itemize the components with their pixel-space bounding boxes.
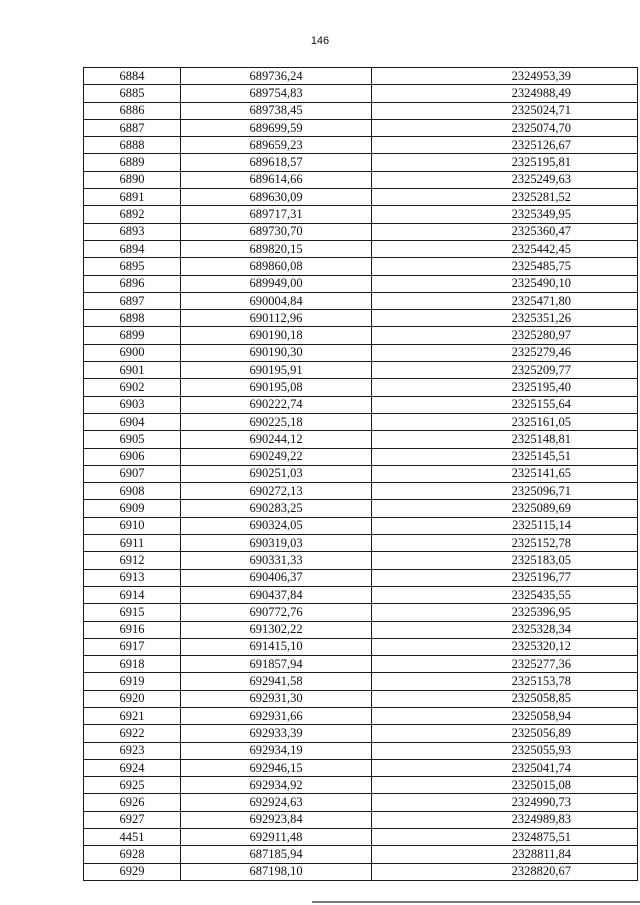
- y-coordinate-cell: 2325471,80: [372, 292, 638, 309]
- table-row: [84, 742, 638, 759]
- y-coordinate-cell: 2325058,94: [372, 707, 638, 724]
- y-coordinate-cell: 2325328,34: [372, 621, 638, 638]
- y-coordinate-cell: 2325058,85: [372, 690, 638, 707]
- point-number-cell: 6905: [84, 431, 181, 448]
- point-number-cell: 6915: [84, 604, 181, 621]
- y-coordinate-cell: 2325096,71: [372, 483, 638, 500]
- table-row: [84, 552, 638, 569]
- x-coordinate-cell: 689949,00: [181, 275, 372, 292]
- x-coordinate-cell: 690195,08: [181, 379, 372, 396]
- table-row: [84, 811, 638, 828]
- y-coordinate-cell: 2325360,47: [372, 223, 638, 240]
- y-coordinate-cell: 2325126,67: [372, 137, 638, 154]
- point-number-cell: 6888: [84, 137, 181, 154]
- x-coordinate-cell: 691302,22: [181, 621, 372, 638]
- coordinates-table: [83, 67, 638, 881]
- table-row: [84, 102, 638, 119]
- point-number-cell: 6921: [84, 707, 181, 724]
- y-coordinate-cell: 2325089,69: [372, 500, 638, 517]
- table-row: [84, 863, 638, 880]
- x-coordinate-cell: 690319,03: [181, 535, 372, 552]
- table-row: [84, 189, 638, 206]
- x-coordinate-cell: 692934,19: [181, 742, 372, 759]
- point-number-cell: 6919: [84, 673, 181, 690]
- y-coordinate-cell: 2324990,73: [372, 794, 638, 811]
- y-coordinate-cell: 2325148,81: [372, 431, 638, 448]
- point-number-cell: 6908: [84, 483, 181, 500]
- point-number-cell: 6909: [84, 500, 181, 517]
- x-coordinate-cell: 690251,03: [181, 465, 372, 482]
- x-coordinate-cell: 690324,05: [181, 517, 372, 534]
- table-row: [84, 413, 638, 430]
- point-number-cell: 6906: [84, 448, 181, 465]
- y-coordinate-cell: 2325195,40: [372, 379, 638, 396]
- point-number-cell: 6896: [84, 275, 181, 292]
- x-coordinate-cell: 690222,74: [181, 396, 372, 413]
- table-row: [84, 85, 638, 102]
- table-row: [84, 794, 638, 811]
- x-coordinate-cell: 690406,37: [181, 569, 372, 586]
- x-coordinate-cell: 692923,84: [181, 811, 372, 828]
- table-row: [84, 777, 638, 794]
- point-number-cell: 6900: [84, 344, 181, 361]
- table-row: [84, 206, 638, 223]
- x-coordinate-cell: 691857,94: [181, 656, 372, 673]
- x-coordinate-cell: 689699,59: [181, 119, 372, 136]
- x-coordinate-cell: 689860,08: [181, 258, 372, 275]
- point-number-cell: 6891: [84, 189, 181, 206]
- point-number-cell: 6897: [84, 292, 181, 309]
- point-number-cell: 6887: [84, 119, 181, 136]
- point-number-cell: 6917: [84, 638, 181, 655]
- point-number-cell: 6926: [84, 794, 181, 811]
- y-coordinate-cell: 2325209,77: [372, 362, 638, 379]
- point-number-cell: 6911: [84, 535, 181, 552]
- y-coordinate-cell: 2328820,67: [372, 863, 638, 880]
- page-number: 146: [310, 35, 330, 47]
- table-row: [84, 483, 638, 500]
- point-number-cell: 6895: [84, 258, 181, 275]
- point-number-cell: 6889: [84, 154, 181, 171]
- table-row: [84, 119, 638, 136]
- x-coordinate-cell: 690331,33: [181, 552, 372, 569]
- table-row: [84, 621, 638, 638]
- y-coordinate-cell: 2325152,78: [372, 535, 638, 552]
- y-coordinate-cell: 2325155,64: [372, 396, 638, 413]
- x-coordinate-cell: 690244,12: [181, 431, 372, 448]
- table-row: [84, 223, 638, 240]
- table-row: [84, 535, 638, 552]
- point-number-cell: 6902: [84, 379, 181, 396]
- table-row: [84, 68, 638, 85]
- table-row: [84, 379, 638, 396]
- table-row: [84, 396, 638, 413]
- y-coordinate-cell: 2325281,52: [372, 189, 638, 206]
- x-coordinate-cell: 690249,22: [181, 448, 372, 465]
- y-coordinate-cell: 2325277,36: [372, 656, 638, 673]
- point-number-cell: 6886: [84, 102, 181, 119]
- scan-edge-line: [312, 901, 640, 903]
- x-coordinate-cell: 690190,30: [181, 344, 372, 361]
- table-row: [84, 465, 638, 482]
- point-number-cell: 6904: [84, 413, 181, 430]
- y-coordinate-cell: 2328811,84: [372, 846, 638, 863]
- x-coordinate-cell: 690225,18: [181, 413, 372, 430]
- y-coordinate-cell: 2324875,51: [372, 829, 638, 846]
- y-coordinate-cell: 2325115,14: [372, 517, 638, 534]
- y-coordinate-cell: 2325153,78: [372, 673, 638, 690]
- point-number-cell: 6927: [84, 811, 181, 828]
- x-coordinate-cell: 692931,30: [181, 690, 372, 707]
- point-number-cell: 6884: [84, 68, 181, 85]
- x-coordinate-cell: 690437,84: [181, 586, 372, 603]
- x-coordinate-cell: 690272,13: [181, 483, 372, 500]
- y-coordinate-cell: 2325015,08: [372, 777, 638, 794]
- x-coordinate-cell: 689659,23: [181, 137, 372, 154]
- x-coordinate-cell: 690195,91: [181, 362, 372, 379]
- point-number-cell: 6913: [84, 569, 181, 586]
- x-coordinate-cell: 690004,84: [181, 292, 372, 309]
- y-coordinate-cell: 2325024,71: [372, 102, 638, 119]
- table-row: [84, 327, 638, 344]
- y-coordinate-cell: 2325396,95: [372, 604, 638, 621]
- point-number-cell: 6912: [84, 552, 181, 569]
- table-row: [84, 725, 638, 742]
- table-row: [84, 759, 638, 776]
- x-coordinate-cell: 689754,83: [181, 85, 372, 102]
- table-row: [84, 604, 638, 621]
- point-number-cell: 6910: [84, 517, 181, 534]
- x-coordinate-cell: 692941,58: [181, 673, 372, 690]
- point-number-cell: 6892: [84, 206, 181, 223]
- table-row: [84, 517, 638, 534]
- y-coordinate-cell: 2325145,51: [372, 448, 638, 465]
- table-row: [84, 707, 638, 724]
- y-coordinate-cell: 2325490,10: [372, 275, 638, 292]
- y-coordinate-cell: 2325280,97: [372, 327, 638, 344]
- x-coordinate-cell: 690112,96: [181, 310, 372, 327]
- x-coordinate-cell: 692934,92: [181, 777, 372, 794]
- table-row: [84, 656, 638, 673]
- x-coordinate-cell: 689614,66: [181, 171, 372, 188]
- y-coordinate-cell: 2325320,12: [372, 638, 638, 655]
- table-body: [84, 68, 638, 881]
- point-number-cell: 6899: [84, 327, 181, 344]
- point-number-cell: 6907: [84, 465, 181, 482]
- point-number-cell: 6914: [84, 586, 181, 603]
- point-number-cell: 6922: [84, 725, 181, 742]
- table-row: [84, 431, 638, 448]
- table-row: [84, 171, 638, 188]
- point-number-cell: 6894: [84, 240, 181, 257]
- point-number-cell: 6893: [84, 223, 181, 240]
- table-row: [84, 448, 638, 465]
- point-number-cell: 6924: [84, 759, 181, 776]
- table-row: [84, 154, 638, 171]
- table-row: [84, 292, 638, 309]
- x-coordinate-cell: 689736,24: [181, 68, 372, 85]
- table-row: [84, 846, 638, 863]
- y-coordinate-cell: 2325183,05: [372, 552, 638, 569]
- x-coordinate-cell: 690190,18: [181, 327, 372, 344]
- x-coordinate-cell: 689738,45: [181, 102, 372, 119]
- table-row: [84, 240, 638, 257]
- x-coordinate-cell: 689730,70: [181, 223, 372, 240]
- table-row: [84, 500, 638, 517]
- x-coordinate-cell: 689820,15: [181, 240, 372, 257]
- table-row: [84, 638, 638, 655]
- y-coordinate-cell: 2325485,75: [372, 258, 638, 275]
- point-number-cell: 6928: [84, 846, 181, 863]
- point-number-cell: 6920: [84, 690, 181, 707]
- x-coordinate-cell: 691415,10: [181, 638, 372, 655]
- x-coordinate-cell: 692924,63: [181, 794, 372, 811]
- point-number-cell: 6916: [84, 621, 181, 638]
- table-row: [84, 829, 638, 846]
- table-row: [84, 137, 638, 154]
- x-coordinate-cell: 689717,31: [181, 206, 372, 223]
- point-number-cell: 6903: [84, 396, 181, 413]
- y-coordinate-cell: 2324953,39: [372, 68, 638, 85]
- x-coordinate-cell: 692946,15: [181, 759, 372, 776]
- point-number-cell: 6890: [84, 171, 181, 188]
- point-number-cell: 6923: [84, 742, 181, 759]
- point-number-cell: 6925: [84, 777, 181, 794]
- x-coordinate-cell: 692931,66: [181, 707, 372, 724]
- y-coordinate-cell: 2325279,46: [372, 344, 638, 361]
- x-coordinate-cell: 687185,94: [181, 846, 372, 863]
- table-row: [84, 275, 638, 292]
- y-coordinate-cell: 2325195,81: [372, 154, 638, 171]
- table-row: [84, 344, 638, 361]
- y-coordinate-cell: 2325041,74: [372, 759, 638, 776]
- point-number-cell: 4451: [84, 829, 181, 846]
- y-coordinate-cell: 2325349,95: [372, 206, 638, 223]
- y-coordinate-cell: 2324988,49: [372, 85, 638, 102]
- table-row: [84, 258, 638, 275]
- point-number-cell: 6901: [84, 362, 181, 379]
- y-coordinate-cell: 2325249,63: [372, 171, 638, 188]
- table-row: [84, 362, 638, 379]
- table-row: [84, 569, 638, 586]
- y-coordinate-cell: 2325351,26: [372, 310, 638, 327]
- x-coordinate-cell: 689630,09: [181, 189, 372, 206]
- point-number-cell: 6918: [84, 656, 181, 673]
- table-row: [84, 673, 638, 690]
- x-coordinate-cell: 689618,57: [181, 154, 372, 171]
- y-coordinate-cell: 2325074,70: [372, 119, 638, 136]
- y-coordinate-cell: 2325161,05: [372, 413, 638, 430]
- table-row: [84, 310, 638, 327]
- table-row: [84, 586, 638, 603]
- point-number-cell: 6898: [84, 310, 181, 327]
- x-coordinate-cell: 687198,10: [181, 863, 372, 880]
- y-coordinate-cell: 2325056,89: [372, 725, 638, 742]
- x-coordinate-cell: 692911,48: [181, 829, 372, 846]
- y-coordinate-cell: 2324989,83: [372, 811, 638, 828]
- y-coordinate-cell: 2325435,55: [372, 586, 638, 603]
- y-coordinate-cell: 2325196,77: [372, 569, 638, 586]
- y-coordinate-cell: 2325442,45: [372, 240, 638, 257]
- y-coordinate-cell: 2325141,65: [372, 465, 638, 482]
- y-coordinate-cell: 2325055,93: [372, 742, 638, 759]
- table-row: [84, 690, 638, 707]
- x-coordinate-cell: 690772,76: [181, 604, 372, 621]
- point-number-cell: 6885: [84, 85, 181, 102]
- x-coordinate-cell: 692933,39: [181, 725, 372, 742]
- point-number-cell: 6929: [84, 863, 181, 880]
- x-coordinate-cell: 690283,25: [181, 500, 372, 517]
